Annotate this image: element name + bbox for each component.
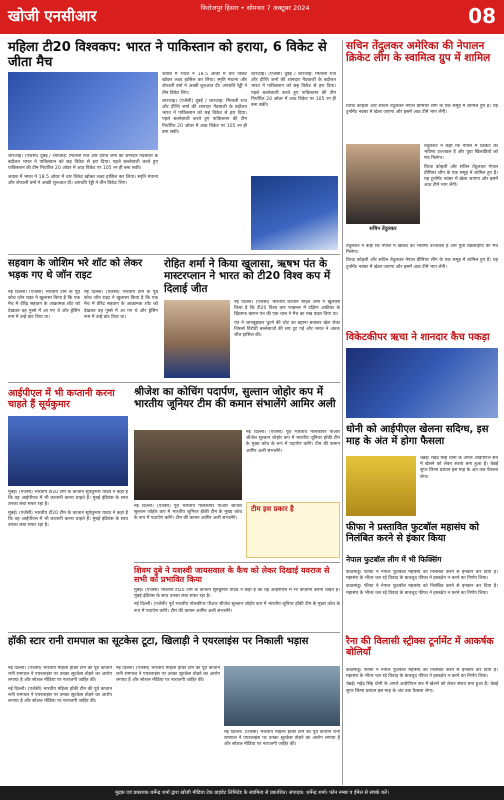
body-dhoni: चेन्नई। महेंद्र सिंह धोनी के अगले आईपीएल सत्र में खेलने को लेकर संशय बना हुआ है। चेन्नई सुपर किंग्स प्रबंधन इस माह के अंत तक फैसला लेगा। xyxy=(420,456,498,480)
body-hockey-b: नई दिल्ली। (एजेंसी) भारतीय महिला हॉकी टीम की पूर्व कप्तान रानी रामपाल ने एयरलाइंस पर उनका सूटकेस तोड़ने का आरोप लगाया है और सोशल मीडिया पर नाराजगी जाहिर की। xyxy=(116,666,220,684)
photo-keeper xyxy=(346,348,498,418)
photo-surya xyxy=(8,416,128,486)
masthead xyxy=(0,0,504,34)
headline-women-t20: महिला टी20 विश्वकप: भारत ने पाकिस्तान को हराया, 6 विकेट से जीता मैच xyxy=(8,40,327,71)
team-box xyxy=(246,502,340,558)
photo-rani xyxy=(224,666,340,726)
team-box-title: टीम इस प्रकार है xyxy=(251,505,294,513)
headline-sehwag: सहवाग के जोशिम भरे शॉट को लेकर भड़क गए थे जॉन राइट xyxy=(8,258,143,281)
section-title: खोजी एनसीआर xyxy=(8,7,97,25)
photo-sachin xyxy=(346,144,420,224)
body-fifa: काठमांडू। फीफा ने नेपाल फुटबॉल महासंघ को निलंबित करने से इनकार कर दिया है। महासंघ के भीतर चल रहे विवाद के बावजूद फीफा ने हस्तक्षेप न करने का निर्णय लिया। काठमांडू। फीफा ने नेपाल फुटबॉल महासंघ को निलंबित करने से इनकार कर दिया है। महासंघ के भीतर चल रहे विवाद के बावजूद फीफा ने हस्तक्षेप न करने का निर्णय लिया। xyxy=(346,570,498,596)
body-hockey: नई दिल्ली। (एजेंसी) भारतीय महिला हॉकी टीम की पूर्व कप्तान रानी रामपाल ने एयरलाइंस पर उनका सूटकेस तोड़ने का आरोप लगाया है और सोशल मीडिया पर नाराजगी जाहिर की। नई दिल्ली। (एजेंसी) भारतीय महिला हॉकी टीम की पूर्व कप्तान रानी रामपाल ने एयरलाइंस पर उनका सूटकेस तोड़ने का आरोप लगाया है और सोशल मीडिया पर नाराजगी जाहिर की। xyxy=(8,666,112,705)
headline-fifa: फीफा ने प्रस्तावित फुटबॉल महासंघ को निलंबित करने से इंकार किया xyxy=(346,522,479,545)
body-sreejesh-b: नई दिल्ली। (एजेंसी) पूर्व भारतीय गोलकीपर पीआर श्रीजेश सुल्तान जोहोर कप में भारतीय जूनियर हॉकी टीम के मुख्य कोच के रूप में पदार्पण करेंगे। टीम की कमान आमिर अली संभालेंगे। xyxy=(134,504,242,522)
body-rohit: नई दिल्ली। (एजेंसी) भारतीय कप्तान रोहित शर्मा ने खुलासा किया है कि टी20 विश्व कप फाइनल में दक्षिण अफ्रीका के खिलाफ ऋषभ पंत की एक चाल ने मैच का रुख बदल दिया था। पंत ने जानबूझकर घुटने की चोट का बहाना बनाकर खेल रोका जिससे विरोधी बल्लेबाजों की लय टूट गई और भारत ने अंततः जीत हासिल की। xyxy=(234,300,340,339)
body-shivam: मुंबई। (एजेंसी) भारतीय टी20 टीम के कप्तान सूर्यकुमार यादव ने कहा है कि वह आईपीएल में भी कप्तानी करना चाहते हैं। मुंबई इंडियंस के साथ उनका लंबा सफर रहा है। नई दिल्ली। (एजेंसी) पूर्व भारतीय गोलकीपर पीआर श्रीजेश सुल्तान जोहोर कप में भारतीय जूनियर हॉकी टीम के मुख्य कोच के रूप में पदार्पण करेंगे। टीम की कमान आमिर अली संभालेंगे। xyxy=(134,588,340,614)
photo-women-team xyxy=(251,176,338,250)
body-right-mid: तेंदुलकर ने कहा कि नेपाल में क्रिकेट का भविष्य उज्जवल है और युवा खिलाड़ियों को मंच मिलेगा। विराट कोहली और सचिन तेंदुलकर नेपाल प्रीमियर लीग के एक समूह में शामिल हुए हैं। यह टूर्नामेंट नवंबर में खेला जाएगा और इसमें आठ टीमें भाग लेंगी। xyxy=(346,244,498,270)
headline-ipl-surya: आईपीएल में भी कप्तानी करना चाहते हैं सूर्यकुमार xyxy=(8,388,115,411)
photo-women-t20 xyxy=(8,72,158,150)
body-sachin-b: तेंदुलकर ने कहा कि नेपाल में क्रिकेट का भविष्य उज्जवल है और युवा खिलाड़ियों को मंच मिलेगा। विराट कोहली और सचिन तेंदुलकर नेपाल प्रीमियर लीग के एक समूह में शामिल हुए हैं। यह टूर्नामेंट नवंबर में खेला जाएगा और इसमें आठ टीमें भाग लेंगी। xyxy=(424,144,498,189)
body-street: काठमांडू। फीफा ने नेपाल फुटबॉल महासंघ को निलंबित करने से इनकार कर दिया है। महासंघ के भीतर चल रहे विवाद के बावजूद फीफा ने हस्तक्षेप न करने का निर्णय लिया। चेन्नई। महेंद्र सिंह धोनी के अगले आईपीएल सत्र में खेलने को लेकर संशय बना हुआ है। चेन्नई सुपर किंग्स प्रबंधन इस माह के अंत तक फैसला लेगा। xyxy=(346,668,498,694)
body-women-t20: शारजाह। (एजेंसी) दुबई / शारजाह: मिताली राज और दीप्ति शर्मा की शानदार गेंदबाजी के बदौलत भारत ने पाकिस्तान को छह विकेट से हरा दिया। पहले बल्लेबाजी करते हुए पाकिस्तान की टीम निर्धारित 20 ओवर में आठ विकेट पर 105 रन ही बना सकी। जवाब में भारत ने 18.5 ओवर में चार विकेट खोकर लक्ष्य हासिल कर लिया। स्मृति मंधाना और शेफाली वर्मा ने अच्छी शुरुआत दी। अरुंधति रेड्डी ने तीन विकेट लिए। xyxy=(8,154,158,186)
body-sachin: विराट कोहली और सचिन तेंदुलकर नेपाल प्रीमियर लीग के एक समूह में शामिल हुए हैं। यह टूर्नामेंट नवंबर में खेला जाएगा और इसमें आठ टीमें भाग लेंगी। xyxy=(346,104,498,116)
body-sehwag-b: नई दिल्ली। (एजेंसी) भारतीय टीम के पूर्व कोच जॉन राइट ने खुलासा किया है कि एक मैच में वीरेंद्र सहवाग के आक्रामक शॉट को देखकर वह गुस्से में आ गए थे और ड्रेसिंग रूम में उन्हें डांट दिया था। xyxy=(84,290,158,320)
photo-rohit xyxy=(164,300,230,378)
headline-sachin: सचिन तेंदुलकर अमेरिका की नेपालन क्रिकेट लीग के स्वामित्व ग्रुप में शामिल xyxy=(346,40,491,65)
body-women-t20-b: जवाब में भारत ने 18.5 ओवर में चार विकेट खोकर लक्ष्य हासिल कर लिया। स्मृति मंधाना और शेफाली वर्मा ने अच्छी शुरुआत दी। अरुंधति रेड्डी ने तीन विकेट लिए। शारजाह। (एजेंसी) दुबई / शारजाह: मिताली राज और दीप्ति शर्मा की शानदार गेंदबाजी के बदौलत भारत ने पाकिस्तान को छह विकेट से हरा दिया। पहले बल्लेबाजी करते हुए पाकिस्तान की टीम निर्धारित 20 ओवर में आठ विकेट पर 105 रन ही बना सकी। xyxy=(162,72,247,135)
body-women-t20-c: शारजाह। (एजेंसी) दुबई / शारजाह: मिताली राज और दीप्ति शर्मा की शानदार गेंदबाजी के बदौलत भारत ने पाकिस्तान को छह विकेट से हरा दिया। पहले बल्लेबाजी करते हुए पाकिस्तान की टीम निर्धारित 20 ओवर में आठ विकेट पर 105 रन ही बना सकी। xyxy=(251,72,336,109)
divider xyxy=(134,562,340,563)
body-surya: मुंबई। (एजेंसी) भारतीय टी20 टीम के कप्तान सूर्यकुमार यादव ने कहा है कि वह आईपीएल में भी कप्तानी करना चाहते हैं। मुंबई इंडियंस के साथ उनका लंबा सफर रहा है। मुंबई। (एजेंसी) भारतीय टी20 टीम के कप्तान सूर्यकुमार यादव ने कहा है कि वह आईपीएल में भी कप्तानी करना चाहते हैं। मुंबई इंडियंस के साथ उनका लंबा सफर रहा है। xyxy=(8,490,128,529)
body-sehwag: नई दिल्ली। (एजेंसी) भारतीय टीम के पूर्व कोच जॉन राइट ने खुलासा किया है कि एक मैच में वीरेंद्र सहवाग के आक्रामक शॉट को देखकर वह गुस्से में आ गए थे और ड्रेसिंग रूम में उन्हें डांट दिया था। xyxy=(8,290,80,320)
headline-shivam: शिवम दुबे ने यशस्वी जायसवाल के कैच को लेकर दिखाई यवराज से सभी को प्रभावित किया xyxy=(134,566,330,585)
divider xyxy=(342,40,343,785)
date-line: फिरोजपुर हिसार • सोमवार 7 अक्टूबर 2024 xyxy=(200,4,310,12)
headline-hockey: हॉकी स्टार रानी रामपाल का सूटकेस टूटा, खिलाड़ी ने एयरलाइंस पर निकाली भड़ास xyxy=(8,636,309,647)
headline-sreejesh: श्रीजेश का कोचिंग पदार्पण, सुल्तान जोहोर कप में भारतीय जूनियर टीम की कमान संभालेंगे आमिर अली xyxy=(134,386,336,411)
divider xyxy=(8,632,340,633)
headline-street: रैना की विलासी स्ट्रीक्स टूर्नामेंट में आकर्षक बोलियाँ xyxy=(346,636,494,659)
page-number: 08 xyxy=(468,4,496,28)
body-hockey-c: नई दिल्ली। (एजेंसी) भारतीय महिला हॉकी टीम की पूर्व कप्तान रानी रामपाल ने एयरलाइंस पर उनका सूटकेस तोड़ने का आरोप लगाया है और सोशल मीडिया पर नाराजगी जाहिर की। xyxy=(224,730,340,748)
divider xyxy=(8,254,340,255)
photo-dhoni xyxy=(346,456,416,516)
headline-keeper: विकेटकीपर ऋचा ने शानदार कैच पकड़ा xyxy=(346,332,490,343)
body-sreejesh: नई दिल्ली। (एजेंसी) पूर्व भारतीय गोलकीपर पीआर श्रीजेश सुल्तान जोहोर कप में भारतीय जूनियर हॉकी टीम के मुख्य कोच के रूप में पदार्पण करेंगे। टीम की कमान आमिर अली संभालेंगे। xyxy=(246,430,340,454)
footer: मुद्रक एवं प्रकाशक धर्मेन्द्र शर्मा द्वारा खोजी मीडिया टेक प्राइवेट लिमिटेड के स्वामित्व से प्रकाशित। संपादक: धर्मेन्द्र शर्मा। फोन नम्बर व ईमेल से संपर्क करें। xyxy=(0,786,504,800)
headline-rohit-pant: रोहित शर्मा ने किया खुलासा, ऋषभ पंत के मास्टरप्लान ने भारत को टी20 विश्व कप में दिलाई जीत xyxy=(164,258,331,295)
photo-sreejesh xyxy=(134,430,242,500)
headline-dhoni: धोनी को आईपीएल खेलना सदिग्ध, इस माह के अंत में होगा फैसला xyxy=(346,424,489,447)
caption-sachin: सचिन तेंदुलकर xyxy=(369,226,397,232)
headline-nepal-league: नेपाल फुटबॉल लीग में भी फिक्सिंग xyxy=(346,555,442,564)
divider xyxy=(8,382,340,383)
